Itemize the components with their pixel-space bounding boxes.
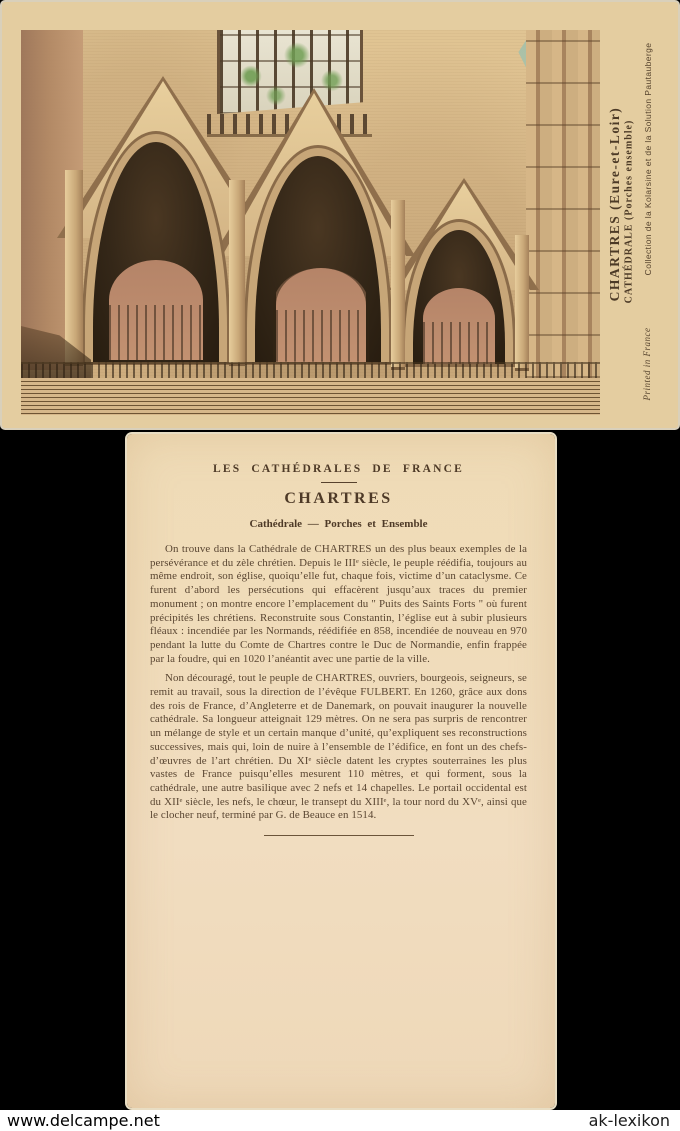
footer-divider [264, 835, 414, 836]
front-caption-title: CHARTRES (Eure-et-Loir) [607, 106, 622, 302]
right-buttresses [526, 30, 600, 378]
postcard-front [2, 2, 678, 428]
watermark-left: www.delcampe.net [7, 1111, 160, 1130]
cathedral-photo [21, 30, 600, 415]
stained-glass-windows [217, 30, 363, 114]
page-title: CHARTRES [284, 490, 393, 507]
porch-door-left [109, 260, 203, 360]
watermark-bar [0, 1110, 680, 1131]
page-subtitle: Cathédrale — Porches et Ensemble [249, 518, 428, 530]
staircase [21, 378, 600, 415]
front-caption-subtitle: CATHÉDRALE (Porches ensemble) [623, 119, 635, 304]
paragraph: On trouve dans la Cathédrale de CHARTRES un des plus beaux exemples de la persévérance et du zèle chrétien. Depuis le IIIᵉ siècle, le peuple réédifia, toujours au même endroit, son église, quoiqu’elle fut, chaque fois, victime d’un cataclysme. Ce furent d’abord les persécutions qui effacèrent jusqu’aux traces du premier monument ; on montre encore l’emplacement du " Puits des Saints Forts " où furent précipités les chrétiens. Reconstruite sous Constantin, l’église eut à subir plusieurs fléaux : incendiée par les Normands, réédifiée en 858, incendiée de nouveau en 970 pendant la lutte du Comte de Chartres contre le Duc de Normandie, enfin frappée par la foudre, qui en 1020 l’anéantit avec une partie de la ville. [150, 543, 527, 665]
pillar [391, 200, 405, 370]
watermark-right: ak-lexikon [588, 1111, 670, 1130]
header-divider [321, 482, 357, 483]
series-title: LES CATHÉDRALES DE FRANCE [213, 463, 464, 475]
postcard-back-content [150, 434, 527, 836]
pillar [515, 235, 529, 371]
pillar [229, 180, 245, 366]
porch-door-center [273, 268, 369, 362]
paragraph: Non découragé, tout le peuple de CHARTRES, ouvriers, bourgeois, seigneurs, se remit au travail, sous la direction de l’évêque FULBERT. En 1260, grâce aux dons des rois de France, d’Angleterre et de Danemark, on pouvait inaugurer la nouvelle cathédrale. Sa longueur atteignait 129 mètres. On ne sera pas surpris de rencontrer un mélange de style et un certain manque d’unité, qu’expliquent ses reconstructions successives, mais qui, loin de nuire à l’ensemble de l’édifice, en font un des chefs-d’œuvres de l’art chrétien. Du XIᵉ siècle datent les cryptes souterraines les plus vastes de France puisqu’elles mesurent 110 mètres, et qui forment, sous la cathédrale, une autre basilique avec 2 nefs et 14 chapelles. Le portail occidental est du XIIᵉ siècle, les nefs, le chœur, le transept du XIIIᵉ, la tour nord du XVᵉ, ainsi que le clocher neuf, terminé par G. de Beauce en 1514. [150, 672, 527, 822]
front-caption-collection: Collection de la Kolarsine et de la Solution Pautauberge [643, 42, 653, 276]
porch-door-right [423, 288, 495, 364]
description-text [150, 543, 527, 823]
pillar [65, 170, 83, 366]
postcard-back [127, 434, 555, 1108]
front-caption-printed-in-france: Printed in France [642, 327, 652, 401]
